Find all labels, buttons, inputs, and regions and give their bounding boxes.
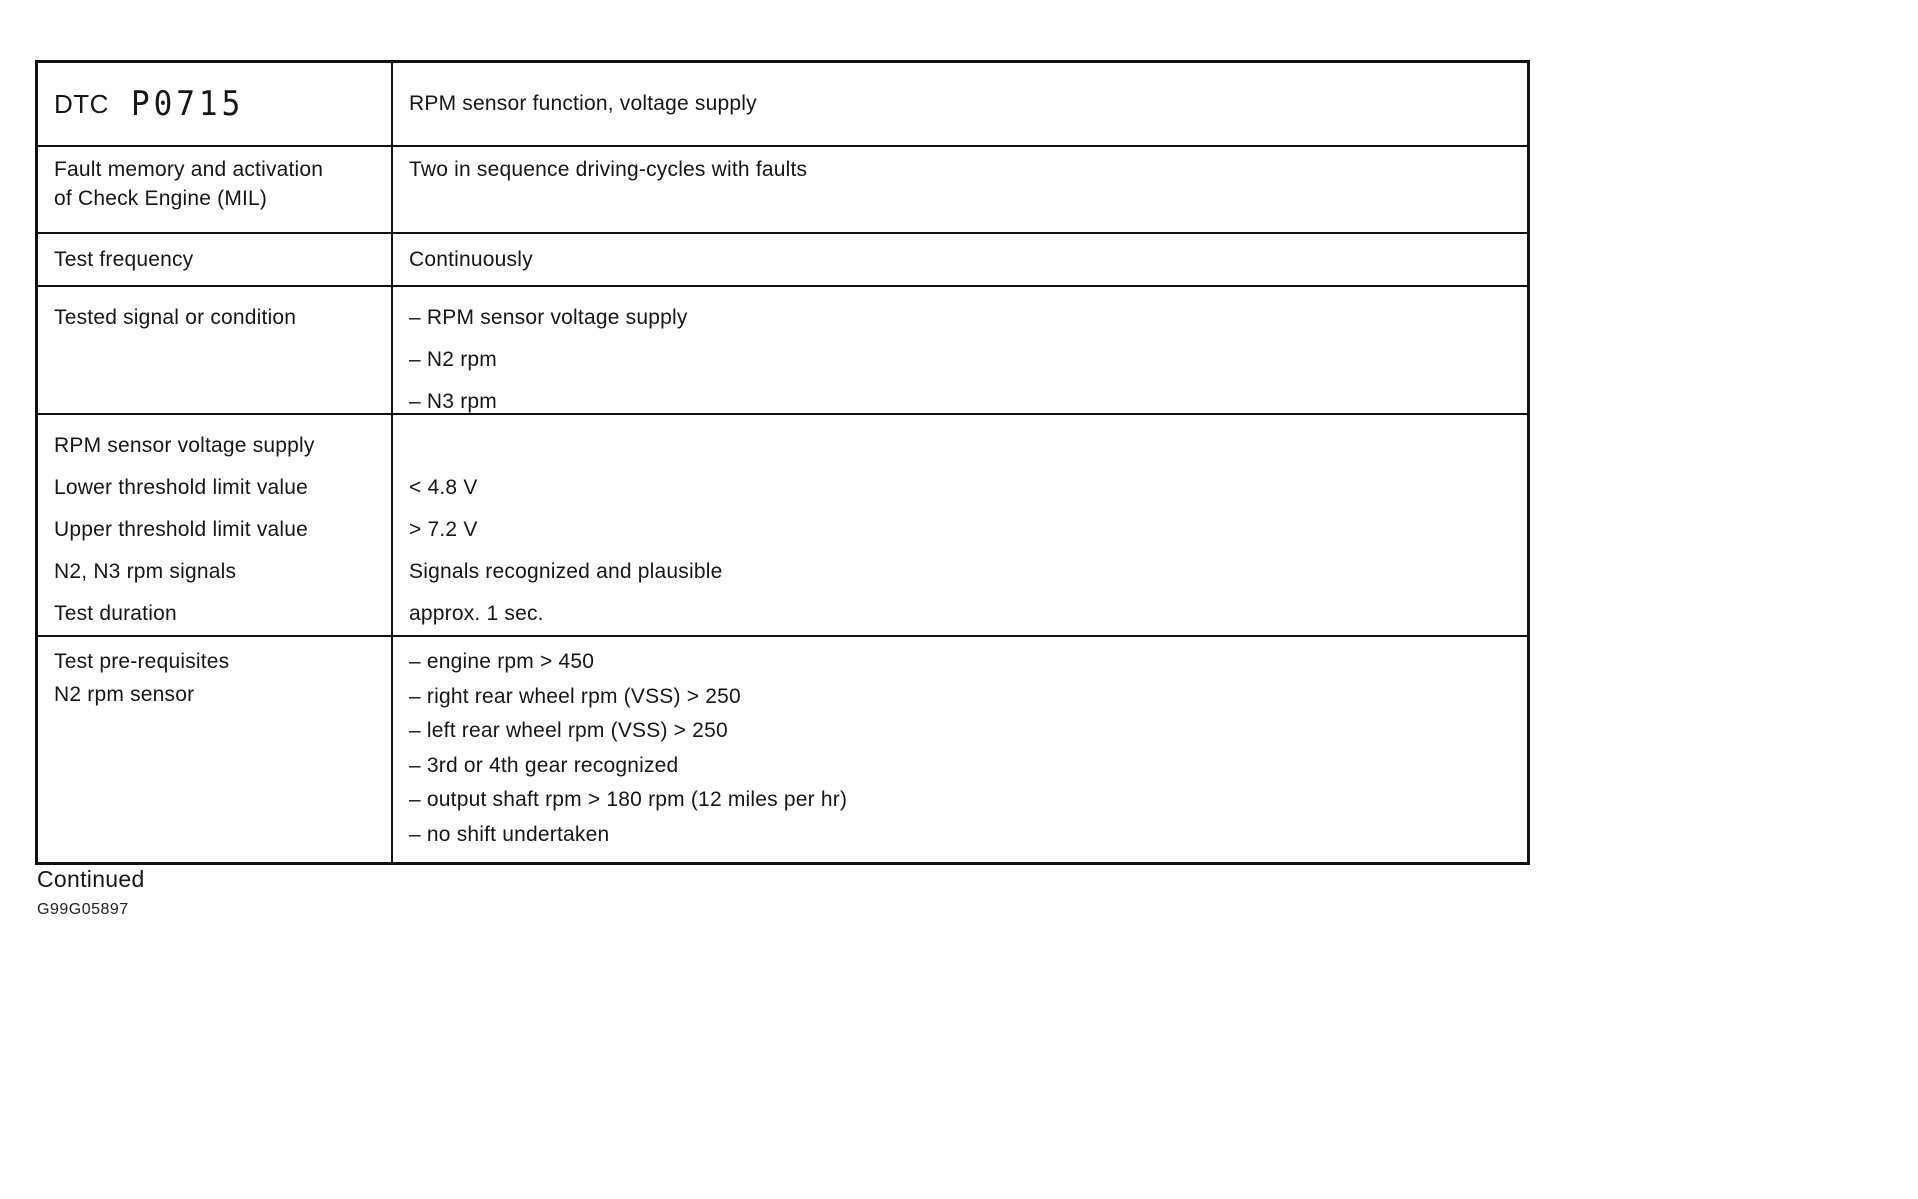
row-value-line: – left rear wheel rpm (VSS) > 250	[409, 719, 728, 742]
figure-id: G99G05897	[37, 901, 129, 918]
row-label: Test frequency	[54, 247, 194, 271]
table-row-dtc	[38, 63, 1527, 145]
row-label: Tested signal or condition	[54, 306, 297, 329]
row-value-line: – engine rpm > 450	[409, 650, 595, 673]
table-row-test-frequency	[38, 232, 1527, 285]
row-value-line: – 3rd or 4th gear recognized	[409, 753, 679, 777]
row-label-cell	[38, 637, 393, 862]
dtc-header-cell	[38, 63, 393, 145]
row-value-line: – right rear wheel rpm (VSS) > 250	[409, 684, 741, 708]
row-label-line: Upper threshold limit value	[54, 518, 309, 541]
row-value-line	[409, 425, 1511, 467]
table-row-tested-signal	[38, 285, 1527, 413]
row-label-line: Fault memory and activation	[54, 158, 324, 181]
row-label-cell	[38, 234, 393, 285]
row-value-line: < 4.8 V	[409, 476, 478, 499]
dtc-description: RPM sensor function, voltage supply	[409, 92, 757, 115]
row-value-line: – N3 rpm	[409, 390, 497, 413]
table-row-thresholds	[38, 413, 1527, 635]
row-label-line: Test duration	[54, 602, 177, 625]
row-label-cell	[38, 147, 393, 232]
row-label-line: N2, N3 rpm signals	[54, 560, 237, 583]
row-value-line: – output shaft rpm > 180 rpm (12 miles per hr)	[409, 788, 848, 811]
row-value-cell	[393, 147, 1527, 232]
row-value-cell	[393, 637, 1527, 862]
row-value-line: approx. 1 sec.	[409, 602, 544, 625]
row-label-line: RPM sensor voltage supply	[54, 434, 315, 457]
continued-label: Continued	[37, 866, 145, 892]
row-value-line: – N2 rpm	[409, 348, 497, 371]
table-row-prerequisites	[38, 635, 1527, 862]
row-value-line: Signals recognized and plausible	[409, 560, 723, 583]
row-label-cell	[38, 287, 393, 433]
dtc-code: P0715	[130, 84, 245, 124]
row-label-line: Lower threshold limit value	[54, 476, 309, 499]
row-value-line: > 7.2 V	[409, 518, 478, 541]
row-value-cell	[393, 415, 1527, 645]
row-value-cell	[393, 234, 1527, 285]
row-value-cell	[393, 287, 1527, 433]
row-label-line: of Check Engine (MIL)	[54, 187, 268, 210]
row-label-line: N2 rpm sensor	[54, 683, 195, 706]
row-label-line: Test pre-requisites	[54, 650, 230, 673]
row-value-line: – RPM sensor voltage supply	[409, 306, 688, 329]
row-label-cell	[38, 415, 393, 645]
row-value-line: Two in sequence driving-cycles with faults	[409, 158, 808, 181]
dtc-description-cell	[393, 63, 1527, 145]
table-row-fault-memory	[38, 145, 1527, 232]
dtc-table	[35, 60, 1530, 865]
dtc-label: DTC	[54, 88, 109, 119]
row-value: Continuously	[409, 247, 533, 271]
row-value-line: – no shift undertaken	[409, 822, 610, 846]
